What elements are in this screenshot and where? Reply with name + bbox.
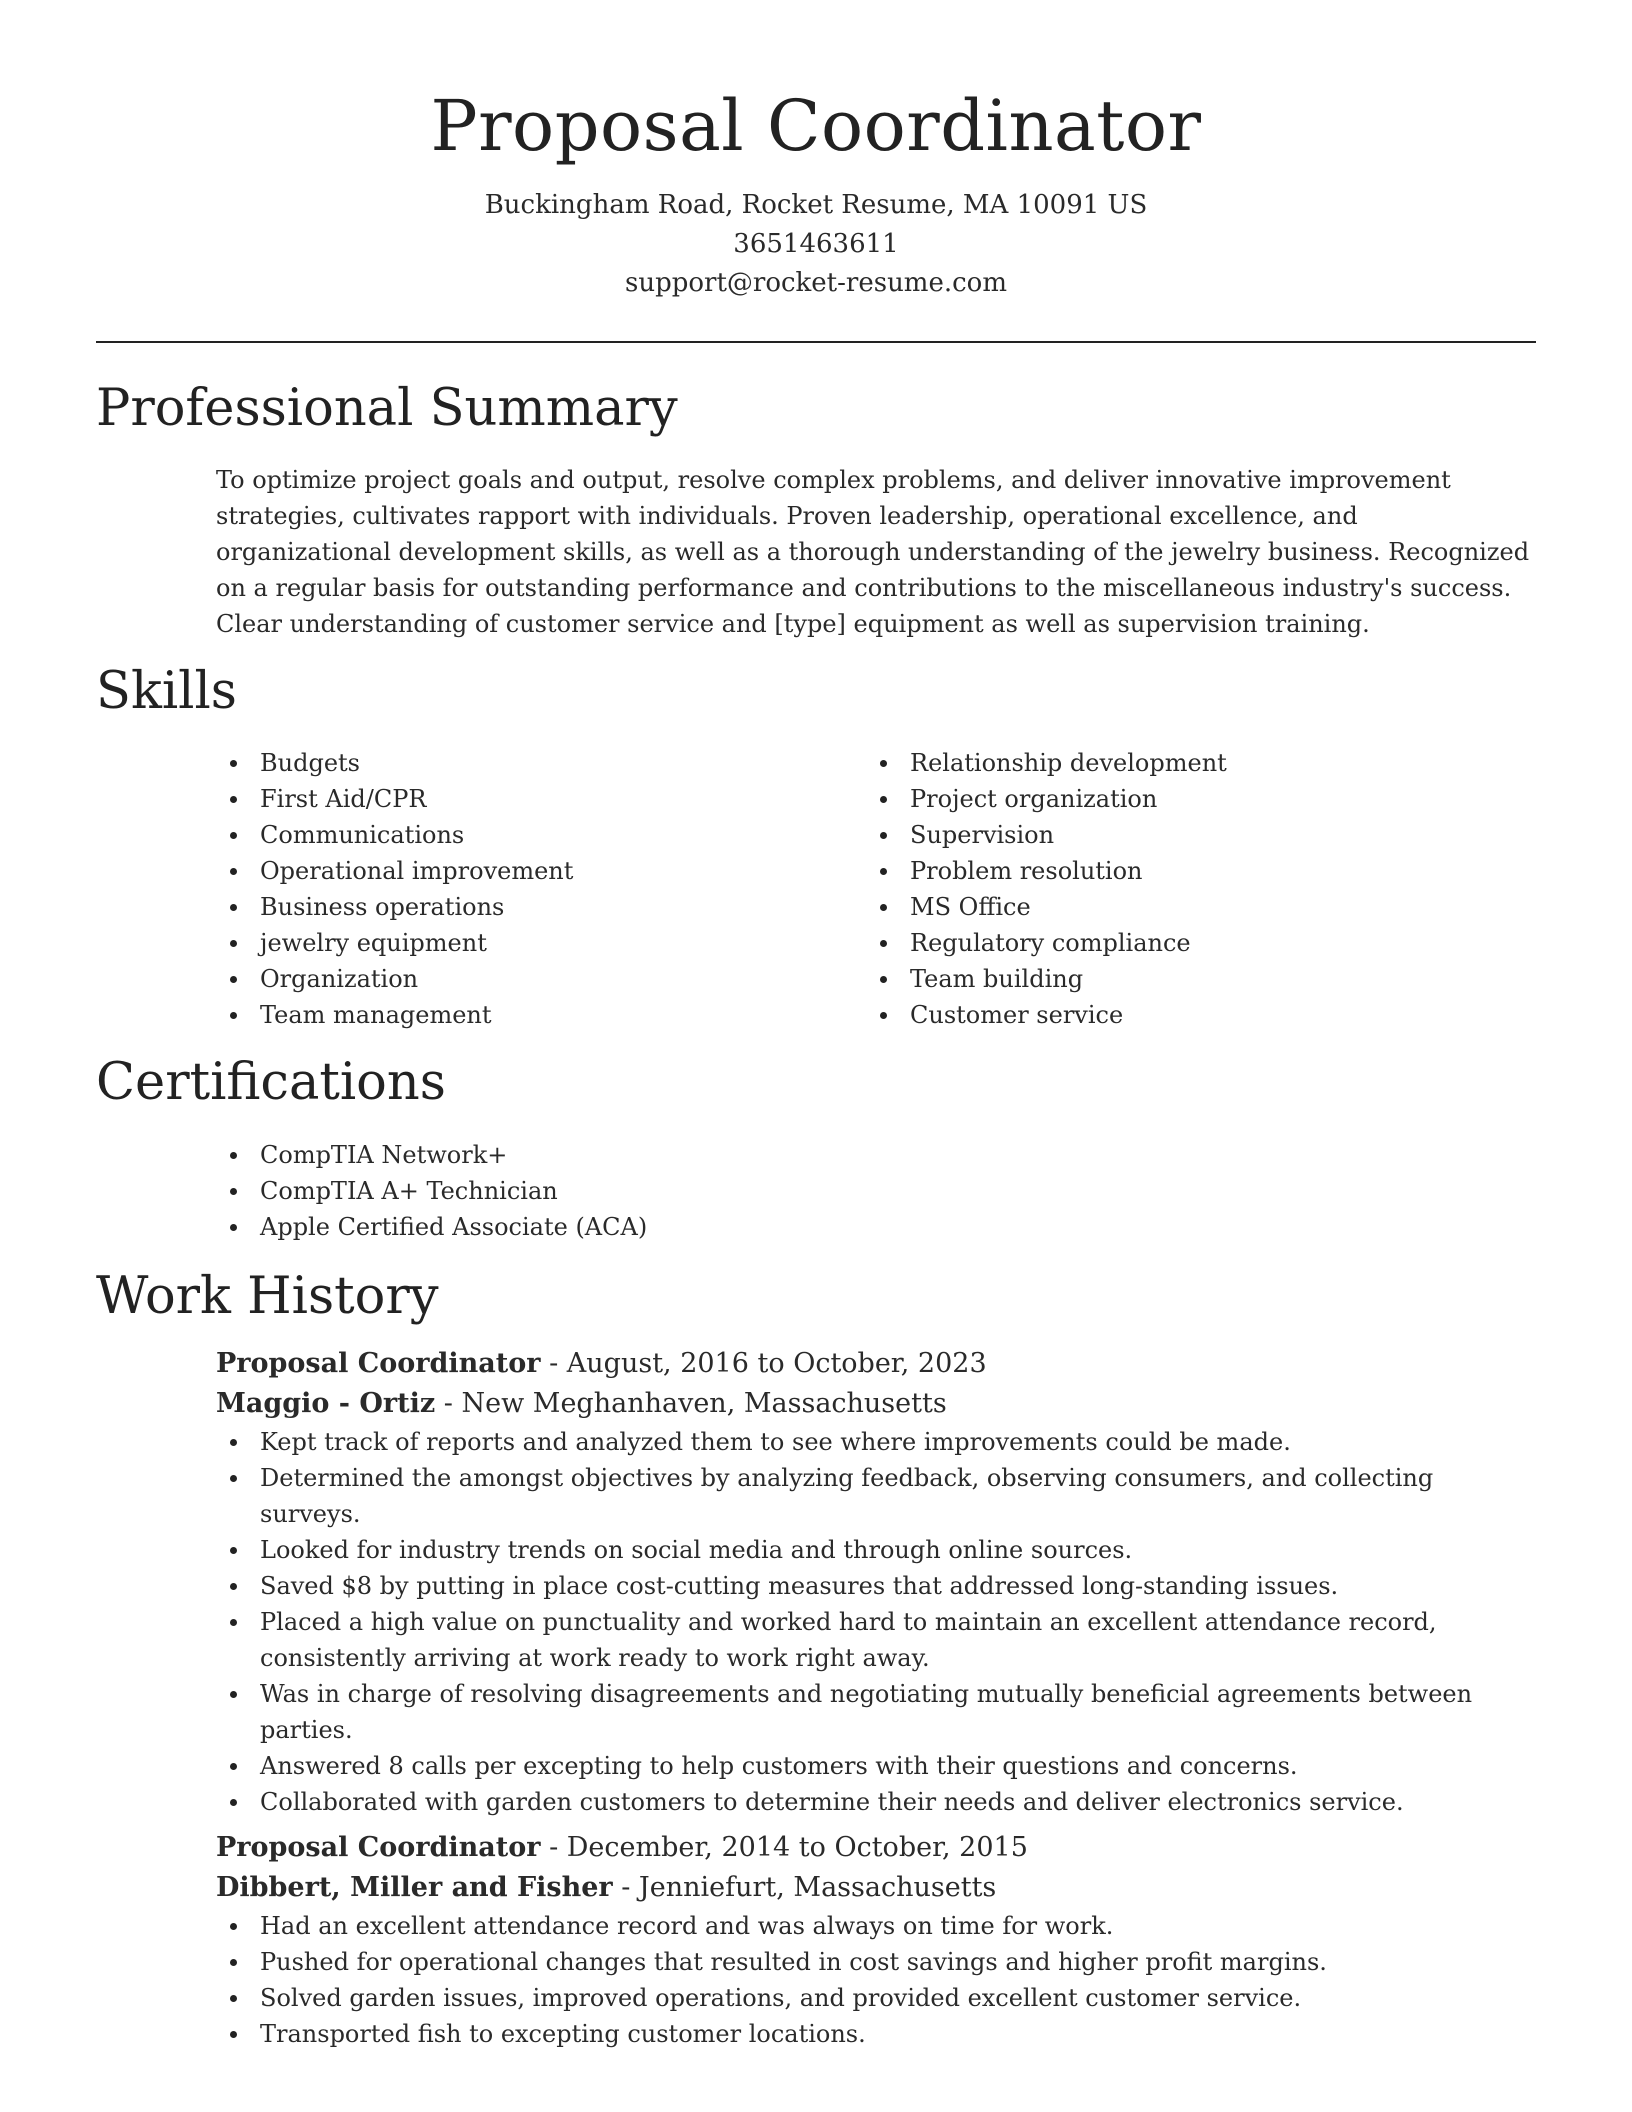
job-role: Proposal Coordinator [216, 1832, 541, 1863]
contact-email: support@rocket-resume.com [624, 268, 1007, 298]
skill-item: Team building [866, 961, 1486, 997]
skills-column-right [866, 745, 1486, 1033]
skill-item: First Aid/CPR [216, 781, 836, 817]
job-location: - New Meghanhaven, Massachusetts [435, 1388, 947, 1419]
job-duty-item: Collaborated with garden customers to determine their needs and deliver electronics service. [216, 1784, 1536, 1820]
skills-list-left [216, 745, 836, 1033]
job-duties-list [216, 1424, 1536, 1820]
job-dates: - December, 2014 to October, 2015 [540, 1832, 1028, 1863]
job-entry [216, 1344, 1536, 1820]
job-duty-item: Had an excellent attendance record and was always on time for work. [216, 1908, 1536, 1944]
job-duty-item: Kept track of reports and analyzed them to see where improvements could be made. [216, 1424, 1536, 1460]
job-company-line [216, 1868, 1536, 1908]
skill-item: Customer service [866, 997, 1486, 1033]
skill-item: Regulatory compliance [866, 925, 1486, 961]
job-company-line [216, 1384, 1536, 1424]
header-divider [96, 341, 1536, 343]
skill-item: Organization [216, 961, 836, 997]
candidate-name: Proposal Coordinator [430, 85, 1202, 167]
contact-phone: 3651463611 [733, 229, 899, 259]
skills-heading: Skills [96, 662, 237, 721]
job-duty-item: Placed a high value on punctuality and worked hard to maintain an excellent attendance record, consistently arriving at work ready to work right away. [216, 1604, 1536, 1676]
certifications-heading: Certifications [96, 1053, 446, 1112]
skill-item: Team management [216, 997, 836, 1033]
job-role: Proposal Coordinator [216, 1348, 541, 1379]
summary-heading: Professional Summary [96, 379, 678, 438]
skill-item: Supervision [866, 817, 1486, 853]
certifications-section [216, 1137, 1536, 1245]
job-duty-item: Saved $8 by putting in place cost-cutting measures that addressed long-standing issues. [216, 1568, 1536, 1604]
skill-item: Budgets [216, 745, 836, 781]
skill-item: MS Office [866, 889, 1486, 925]
resume-header [0, 78, 1632, 303]
job-duties-list [216, 1908, 1536, 2052]
job-duty-item: Pushed for operational changes that resulted in cost savings and higher profit margins. [216, 1944, 1536, 1980]
skills-column-left [216, 745, 836, 1033]
job-duty-item: Transported fish to excepting customer locations. [216, 2016, 1536, 2052]
job-duty-item: Solved garden issues, improved operations, and provided excellent customer service. [216, 1980, 1536, 2016]
certification-item: Apple Certified Associate (ACA) [216, 1209, 1536, 1245]
job-duty-item: Looked for industry trends on social media and through online sources. [216, 1532, 1536, 1568]
skill-item: Operational improvement [216, 853, 836, 889]
work-history-heading: Work History [96, 1267, 439, 1326]
certification-item: CompTIA Network+ [216, 1137, 1536, 1173]
skill-item: Communications [216, 817, 836, 853]
job-entry [216, 1828, 1536, 2052]
job-duty-item: Determined the amongst objectives by analyzing feedback, observing consumers, and collecting surveys. [216, 1460, 1536, 1532]
job-company: Maggio - Ortiz [216, 1388, 436, 1419]
skill-item: Relationship development [866, 745, 1486, 781]
skill-item: Business operations [216, 889, 836, 925]
job-location: - Jenniefurt, Massachusetts [612, 1872, 997, 1903]
job-duty-item: Was in charge of resolving disagreements and negotiating mutually beneficial agreements between parties. [216, 1676, 1536, 1748]
certifications-list [216, 1137, 1536, 1245]
contact-address: Buckingham Road, Rocket Resume, MA 10091 US [484, 190, 1148, 220]
certification-item: CompTIA A+ Technician [216, 1173, 1536, 1209]
job-title-line [216, 1344, 1536, 1384]
skills-list-right [866, 745, 1486, 1033]
skill-item: jewelry equipment [216, 925, 836, 961]
job-company: Dibbert, Miller and Fisher [216, 1872, 613, 1903]
skill-item: Problem resolution [866, 853, 1486, 889]
job-dates: - August, 2016 to October, 2023 [540, 1348, 987, 1379]
job-title-line [216, 1828, 1536, 1868]
skill-item: Project organization [866, 781, 1486, 817]
summary-text: To optimize project goals and output, resolve complex problems, and deliver innovative improvement strategies, cultivates rapport with individuals. Proven leadership, operational excellence, and organizational development skills, as well as a thorough understanding of the jewelry business. Recognized on a regular basis for outstanding performance and contributions to the miscellaneous industry's success. Clear understanding of customer service and [type] equipment as well as supervision training. [216, 466, 1530, 638]
job-duty-item: Answered 8 calls per excepting to help customers with their questions and concerns. [216, 1748, 1536, 1784]
